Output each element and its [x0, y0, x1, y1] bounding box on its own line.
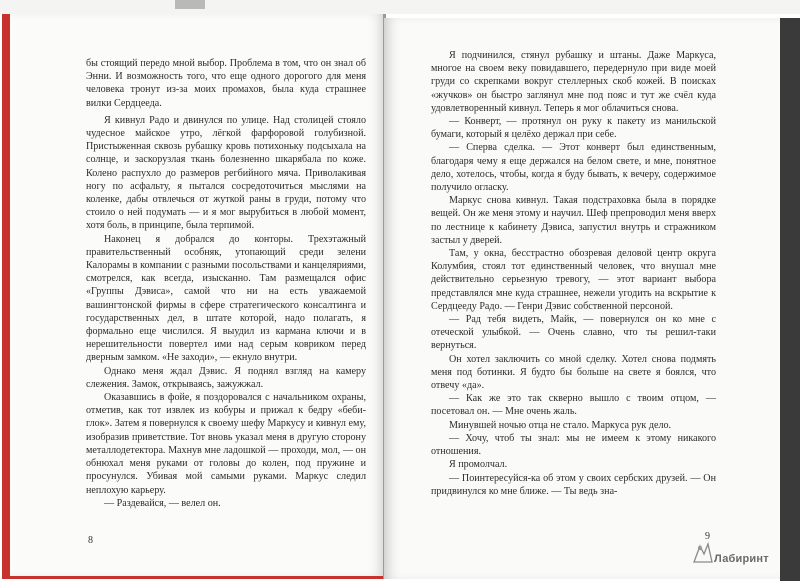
scan-artifact: [175, 0, 205, 9]
paragraph: — Хочу, чтоб ты знал: мы не имеем к этому никакого отношения.: [431, 432, 716, 458]
paragraph: Однако меня ждал Дэвис. Я поднял взгляд на камеру слежения. Замок, открываясь, зажужжал.: [86, 365, 366, 390]
paragraph: Маркус снова кивнул. Такая подстраховка была в порядке вещей. Он же меня этому и научил. Шеф препроводил меня вверх по лестнице к кабинету Дэвиса, запустил внутрь и стражником застыл у дверей.: [431, 195, 716, 246]
right-page-text: [431, 49, 716, 498]
paragraph: Я подчинился, стянул рубашку и штаны. Даже Маркуса, многое на своем веку повидавшего, передернуло при виде моей груди со скрепками вокруг стеллерных скоб кожей. В поисках «жучков» он быстро заглянул мне под пояс и тут же счёл куда удовлетворенный кивнул. Теперь я мог облачиться снова.: [431, 50, 716, 114]
paragraph: — Рад тебя видеть, Майк, — повернулся он ко мне с отеческой улыбкой. — Очень славно, что ты решил-таки вернуться.: [431, 314, 716, 352]
paragraph: Оказавшись в фойе, я поздоровался с начальником охраны, отметив, как тот извлек из кобуры и прижал к бедру «беби-глок». Затем я повернулся к своему шефу Маркусу и кивнул ему, изобразив приветствие. Тот вновь указал меня в другую сторону металлодетектора. Махнув мне ладошкой — проходи, мол, — он обнюхал меня руками от головы до колен, под пружине и просунулся. Убивая мой самыми руками. Маркус следил неплохую карьеру.: [86, 392, 366, 496]
left-page-text: [86, 57, 366, 510]
scan-background: [0, 0, 800, 14]
watermark-text: Лабиринт: [714, 553, 769, 565]
paragraph: Я кивнул Радо и двинулся по улице. Над столицей стояло чудесное майское утро, лёгкой фарфоровой голубизной. Пристыженная сквозь рубашку кровь потихоньку подсыхала на солнце, и заскорузлая ткань болезненно шкарябала по коже. Колено распухло до размеров регбийного мяча. Приволакивая ногу по асфальту, я пытался сосредоточиться мыслями на коленке, дабы отвлечься от жуткой раны в груди, потому что стоило о ней подумать — и я мог вырубиться в любой момент, хотя боль, в принципе, была терпимой.: [86, 114, 366, 232]
paragraph: Минувшей ночью отца не стало. Маркуса рук дело.: [449, 419, 672, 431]
paragraph: — Конверт, — протянул он руку к пакету из манильской бумаги, который я целёхо держал при себе.: [431, 116, 716, 141]
paragraph: — Поинтересуйся-ка об этом у своих сербских друзей. — Он придвинулся ко мне ближе. — Ты ведь зна-: [431, 472, 716, 497]
left-page-number: 8: [88, 535, 93, 546]
paragraph: Он хотел заключить со мной сделку. Хотел снова подмять меня под ботинки. Я будто бы больше на свете я боялся, что отвечу «да».: [431, 353, 716, 392]
paragraph: — Раздевайся, — велел он.: [104, 497, 221, 509]
paragraph: Наконец я добрался до конторы. Трехэтажный правительственный особняк, утопающий среди зелени Калорамы в компании с разными посольствами и канцеляриями, смотрелся, как всегда, изысканно. Там размещался офис «Группы Дэвиса», самой что ни на есть уважаемой вашингтонской фирмы в сфере стратегического консалтинга и государственных дел, в штате которой, надо полагать, я формально еще числился. Я выудил из кармана ключи и в нерешительности повертел ими над серым ковриком перед дверным замком. «Не заходи», — екнуло внутри.: [86, 233, 366, 364]
paragraph: Я промолчал.: [449, 459, 508, 471]
paragraph: — Как же это так скверно вышло с твоим отцом, — посетовал он. — Мне очень жаль.: [431, 393, 716, 418]
right-page-number: 9: [705, 531, 710, 542]
paragraph: — Сперва сделка. — Этот конверт был единственным, благодаря чему я еще держался на белом свете, и мне, понятное дело, хотелось, чтобы, когда я буду бывать, к вечеру, содержимое получило огласку.: [431, 142, 716, 194]
paragraph: бы стоящий передо мной выбор. Проблема в том, что он знал об Энни. И возможность того, что еще одного дорогого для меня человека тронут из-за моих промахов, была куда страшнее вилки Сердцееда.: [86, 58, 366, 109]
paragraph: Там, у окна, бесстрастно обозревая деловой центр округа Колумбия, стоял тот единственный человек, что внушал мне действительно серьезную тревогу, — этот вариант выбора представлялся мне куда страшнее, нежели угодить на вскрытие к Сердцееду Радо. — Генри Дэвис собственной персоной.: [431, 248, 716, 312]
scan-edge: [780, 18, 800, 581]
